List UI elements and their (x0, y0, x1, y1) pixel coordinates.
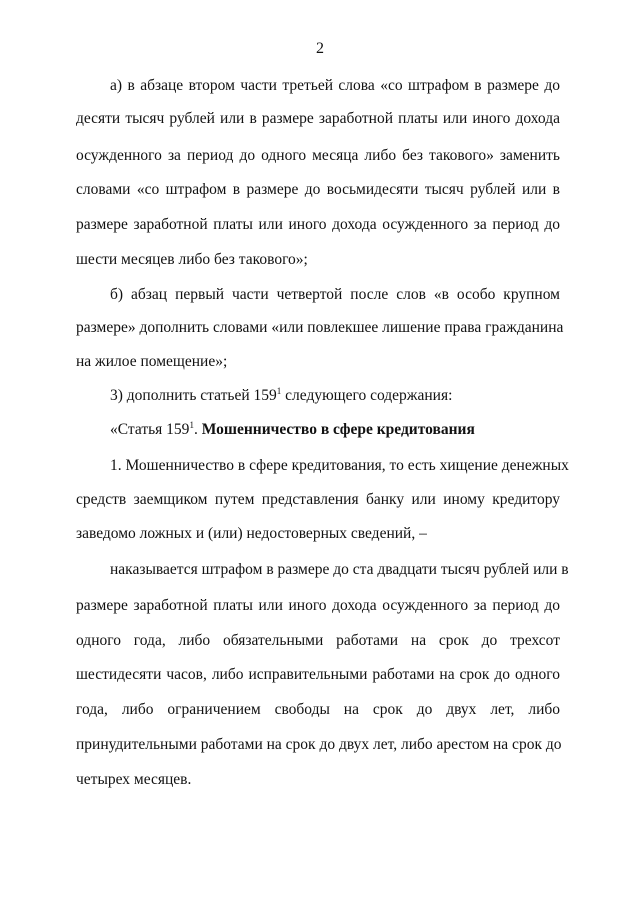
page-number: 2 (316, 40, 324, 57)
text-line-10 (110, 386, 452, 406)
text-line-8: размере» дополнить словами «или повлекшее лишение права гражданина (76, 319, 564, 336)
text-line-1: а) в абзаце втором части третьей слова «со штрафом в размере до (110, 77, 560, 94)
text-line-15: наказывается штрафом в размере до ста двадцати тысяч рублей или в (110, 561, 569, 578)
superscript: 1 (276, 386, 282, 396)
text-line-3: осужденного за период до одного месяца либо без такового» заменить (76, 147, 560, 164)
article-title: Мошенничество в сфере кредитования (201, 421, 475, 438)
text-line-19: года, либо ограничением свободы на срок до двух лет, либо (76, 701, 560, 718)
text-line-13: средств заемщиком путем представления банку или иному кредитору (76, 491, 560, 508)
line-10-text-end: следующего содержания: (281, 387, 453, 404)
text-line-17: одного года, либо обязательными работами на срок до трехсот (76, 632, 560, 649)
text-line-12: 1. Мошенничество в сфере кредитования, то есть хищение денежных (110, 457, 569, 474)
article-label: «Статья 159 (110, 421, 190, 438)
text-line-6: шести месяцев либо без такового»; (76, 251, 308, 268)
text-line-21: четырех месяцев. (76, 771, 192, 788)
text-line-14: заведомо ложных и (или) недостоверных сведений, – (76, 525, 427, 542)
text-line-5: размере заработной платы или иного дохода осужденного за период до (76, 216, 560, 233)
text-line-9: на жилое помещение»; (76, 353, 228, 370)
article-dot: . (193, 421, 202, 438)
text-line-20: принудительными работами на срок до двух лет, либо арестом на срок до (76, 736, 562, 753)
article-heading (110, 420, 475, 440)
text-line-4: словами «со штрафом в размере до восьмидесяти тысяч рублей или в (76, 181, 560, 198)
text-line-2: десяти тысяч рублей или в размере заработной платы или иного дохода (76, 110, 560, 127)
superscript: 1 (189, 420, 194, 430)
text-line-16: размере заработной платы или иного дохода осужденного за период до (76, 597, 560, 614)
text-line-7: б) абзац первый части четвертой после слов «в особо крупном (110, 286, 560, 303)
line-10-text: 3) дополнить статьей 159 (110, 387, 277, 404)
text-line-18: шестидесяти часов, либо исправительными работами на срок до одного (76, 666, 560, 683)
